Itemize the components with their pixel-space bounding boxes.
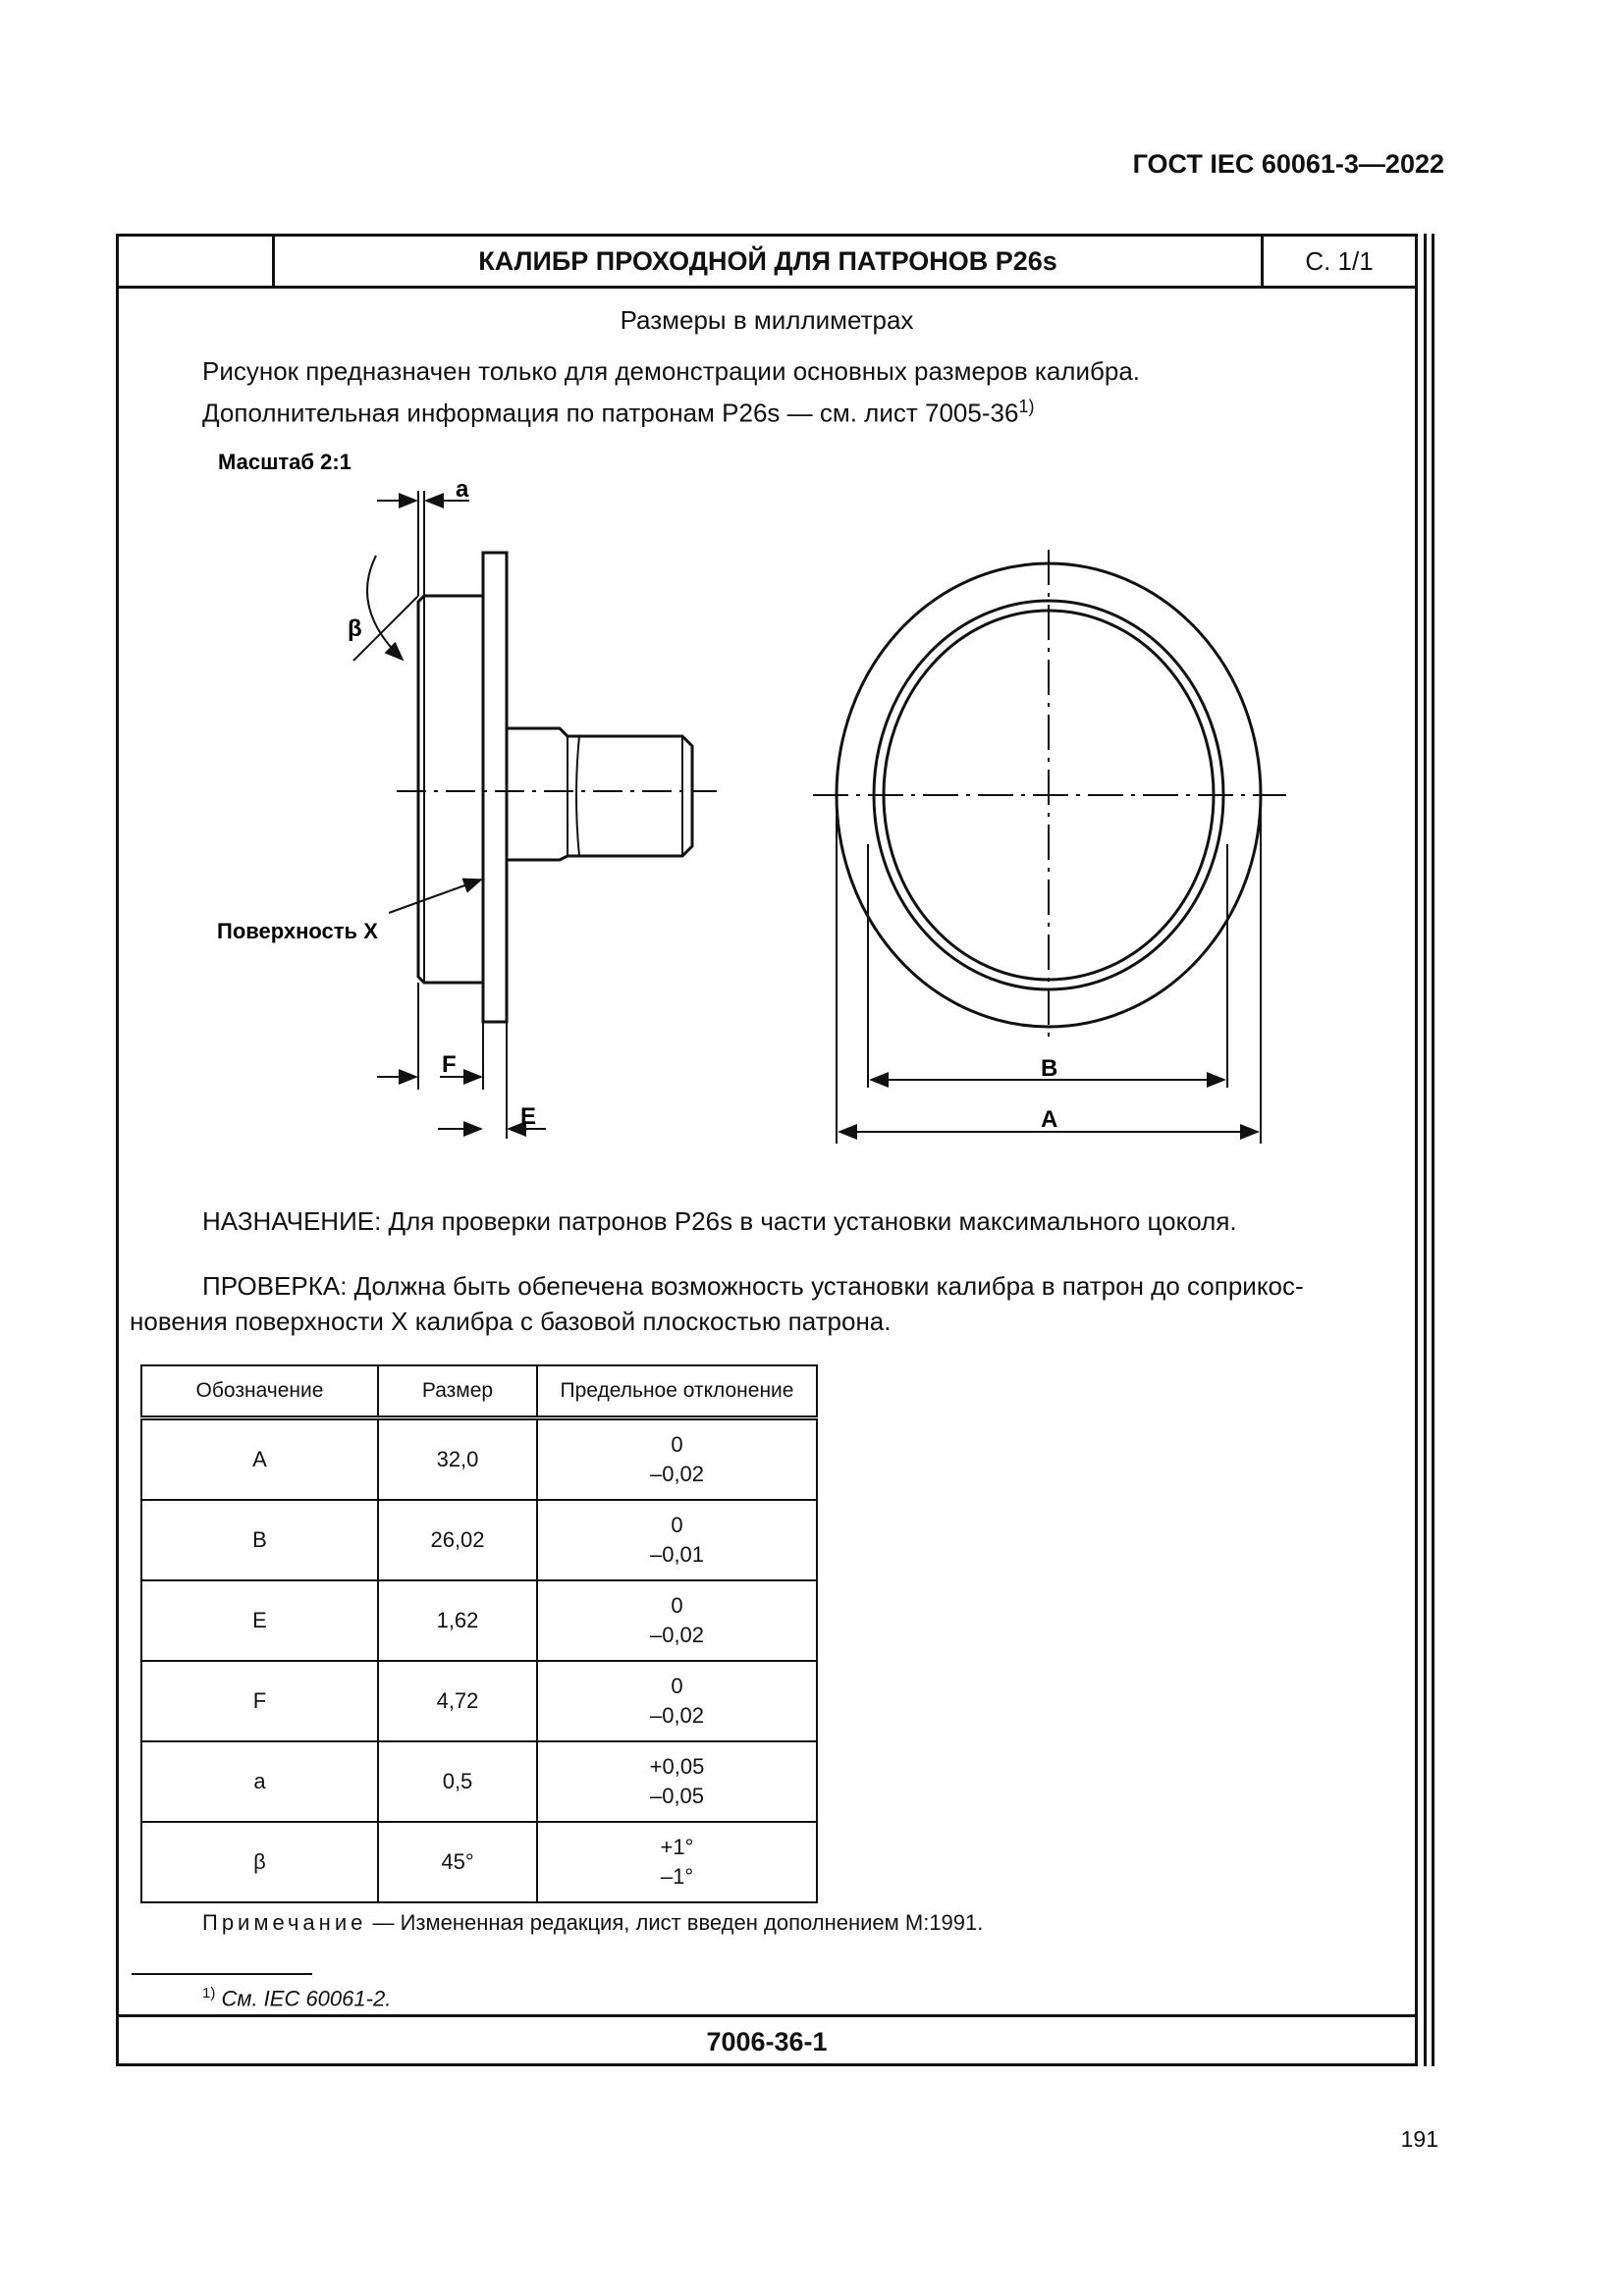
cell-designation: F xyxy=(141,1661,378,1741)
note-text: — Измененная редакция, лист введен дополнением М:1991. xyxy=(366,1910,984,1935)
cell-size: 0,5 xyxy=(378,1741,537,1822)
label-a: a xyxy=(456,476,469,503)
cell-designation: β xyxy=(141,1822,378,1902)
intro-line-2: Дополнительная информация по патронам P26s — см. лист 7005-36$^{1)}$ xyxy=(202,397,1035,428)
table-row xyxy=(141,1661,817,1741)
table-row xyxy=(141,1418,817,1501)
header-size: Размер xyxy=(378,1365,537,1418)
cell-size: 4,72 xyxy=(378,1661,537,1741)
units-note: Размеры в миллиметрах xyxy=(620,305,914,335)
footnote-marker: 1) xyxy=(202,1985,216,2002)
footnote-reference: 1) xyxy=(1018,397,1035,416)
table-row xyxy=(141,1741,817,1822)
standard-code: ГОСТ IEC 60061-3—2022 xyxy=(1132,149,1444,179)
dimension-table xyxy=(140,1364,818,1903)
label-beta: β xyxy=(348,615,362,642)
cell-tolerance: 0 –0,01 xyxy=(537,1500,817,1580)
cell-tolerance: 0 –0,02 xyxy=(537,1418,817,1501)
footnote-text: См. IEC 60061-2. xyxy=(221,1986,392,2011)
cell-designation: A xyxy=(141,1418,378,1501)
cell-designation: E xyxy=(141,1580,378,1661)
page-number: 191 xyxy=(1400,2126,1438,2152)
gauge-side-view xyxy=(353,491,717,1139)
scale-label: Масштаб 2:1 xyxy=(218,450,352,474)
cell-size: 45° xyxy=(378,1822,537,1902)
note-label: Примечание xyxy=(202,1910,367,1935)
cell-size: 1,62 xyxy=(378,1580,537,1661)
surface-x-label: Поверхность X xyxy=(217,919,378,943)
cell-tolerance: 0 –0,02 xyxy=(537,1580,817,1661)
check-text-line-2: новения поверхности X калибра с базовой плоскостью патрона. xyxy=(130,1307,892,1336)
footnote xyxy=(202,1985,391,2011)
sheet-number: С. 1/1 xyxy=(1305,245,1374,276)
cell-tolerance: +1° –1° xyxy=(537,1822,817,1902)
label-A: A xyxy=(1041,1106,1058,1133)
sheet-title: КАЛИБР ПРОХОДНОЙ ДЛЯ ПАТРОНОВ P26s xyxy=(478,245,1057,276)
header-tolerance: Предельное отклонение xyxy=(537,1365,817,1418)
sheet-code: 7006-36-1 xyxy=(116,2014,1418,2066)
table-row xyxy=(141,1580,817,1661)
table-row xyxy=(141,1822,817,1902)
cell-designation: a xyxy=(141,1741,378,1822)
cell-size: 32,0 xyxy=(378,1418,537,1501)
table-header-row xyxy=(141,1365,817,1418)
label-E: E xyxy=(520,1103,537,1130)
purpose-text: НАЗНАЧЕНИЕ: Для проверки патронов P26s в части установки максимального цоколя. xyxy=(202,1206,1237,1236)
table-row xyxy=(141,1500,817,1580)
check-text-line-1: ПРОВЕРКА: Должна быть обепечена возможность установки калибра в патрон до соприкос- xyxy=(202,1271,1304,1301)
cell-tolerance: 0 –0,02 xyxy=(537,1661,817,1741)
label-B: B xyxy=(1041,1055,1058,1082)
cell-designation: B xyxy=(141,1500,378,1580)
label-F: F xyxy=(442,1051,457,1078)
cell-tolerance: +0,05 –0,05 xyxy=(537,1741,817,1822)
cell-size: 26,02 xyxy=(378,1500,537,1580)
footnote-separator xyxy=(132,1973,312,1975)
note xyxy=(202,1910,983,1936)
header-designation: Обозначение xyxy=(141,1365,378,1418)
intro-line-1: Рисунок предназначен только для демонстрации основных размеров калибра. xyxy=(202,356,1141,386)
